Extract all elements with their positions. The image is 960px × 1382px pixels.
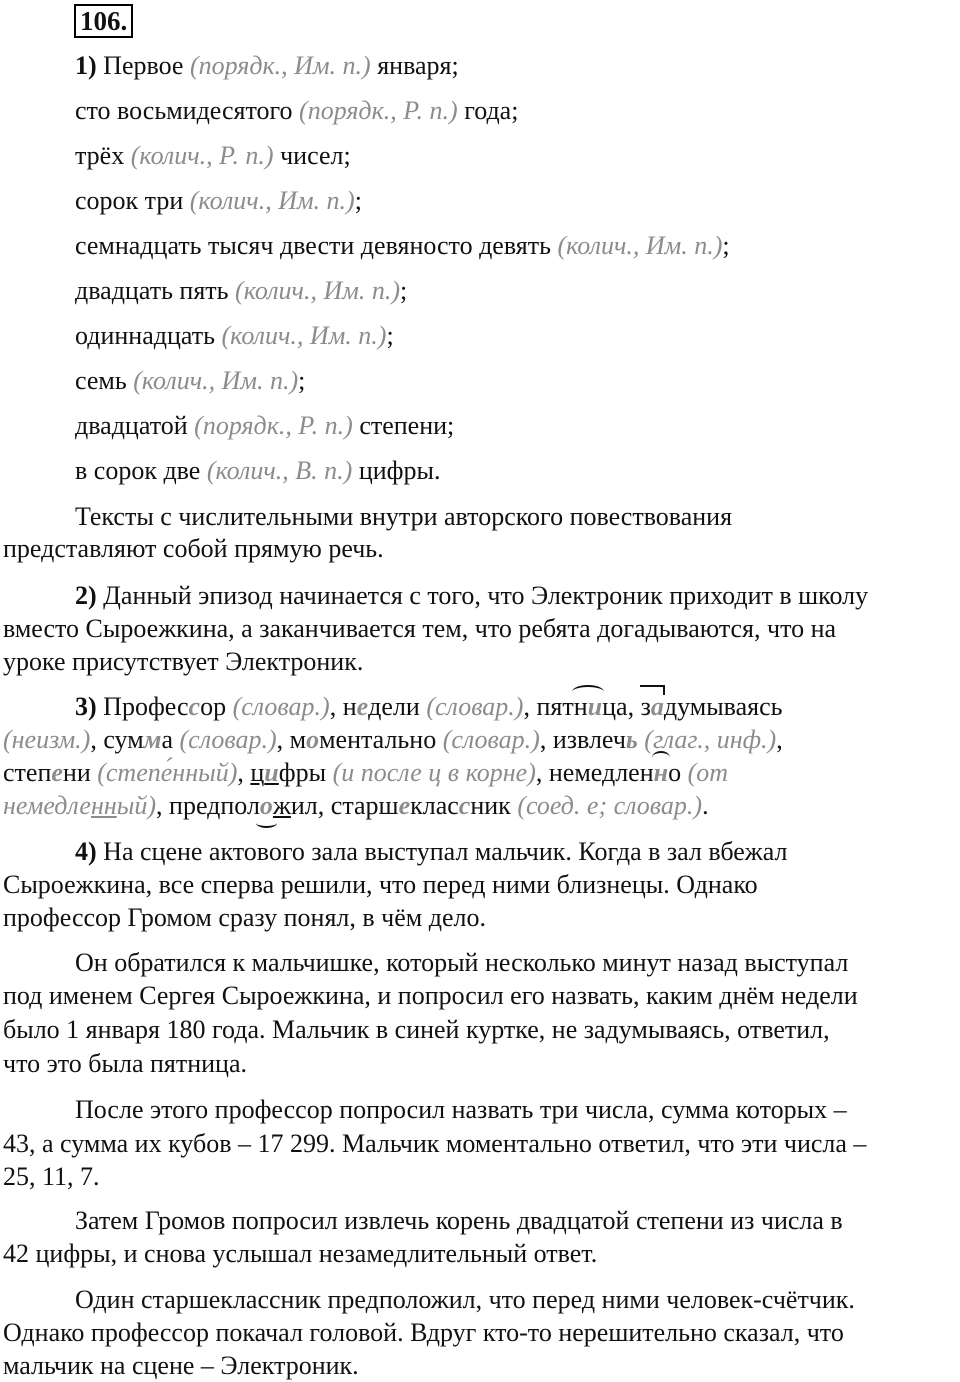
numeral-tail: января; (377, 51, 459, 80)
paragraph-line: 42 цифры, и снова услышал незамедлительный ответ. (3, 1239, 598, 1268)
word-part: , м (276, 725, 307, 754)
grammar-note: (словар.) (426, 692, 524, 721)
grammar-note: (колич., Им. п.) (557, 231, 723, 260)
note-part: нн (90, 791, 117, 820)
grammar-note: (неизм.) (3, 725, 91, 754)
numeral-line (75, 230, 730, 262)
paragraph-text: На сцене актового зала выступал мальчик. Когда в зал вбежал (103, 837, 788, 866)
grammar-note: (порядк., Р. п.) (194, 411, 353, 440)
paragraph-line: уроке присутствует Электроник. (3, 647, 364, 676)
grammar-note: (глаг., инф.) (644, 725, 777, 754)
paragraph-line: под именем Сергея Сыроежкина, и попросил его назвать, каким днём недели (3, 981, 858, 1010)
numeral-tail: ; (386, 321, 394, 350)
word-part: ни (62, 758, 91, 787)
highlighted-letter: е (356, 692, 369, 721)
spelling-line (3, 757, 728, 789)
part-label: 4) (75, 837, 97, 866)
paragraph-line: Затем Громов попросил извлечь корень двадцатой степени из числа в (75, 1206, 843, 1235)
highlighted-letter: с (458, 791, 471, 820)
paragraph-line: Тексты с числительными внутри авторского повествования (75, 502, 733, 531)
word-part: , (776, 725, 783, 754)
highlighted-letter: о (306, 725, 320, 754)
numeral-text: двадцатой (75, 411, 188, 440)
word-part: , пят (523, 692, 574, 721)
grammar-note: (порядк., Р. п.) (299, 96, 458, 125)
grammar-note: (от (687, 758, 728, 787)
numeral-text: семнадцать тысяч двести девяносто девять (75, 231, 551, 260)
numeral-line (75, 320, 394, 352)
numeral-tail: ; (354, 186, 362, 215)
word-part: , предпол (156, 791, 260, 820)
note-part: немедле (3, 791, 91, 820)
grammar-note: (словар.) (179, 725, 277, 754)
numeral-tail: года; (464, 96, 519, 125)
numeral-line (75, 140, 351, 172)
grammar-note: (колич., Р. п.) (130, 141, 274, 170)
word-part: ор (200, 692, 227, 721)
word-part: а (161, 725, 174, 754)
word-part: н (573, 692, 588, 721)
word-part: . (702, 791, 709, 820)
highlighted-letter: и (264, 758, 279, 787)
grammar-note: (степе́нный) (97, 758, 238, 787)
paragraph-line: вместо Сыроежкина, а заканчивается тем, что ребята догадываются, что на (3, 614, 837, 643)
numeral-text: трёх (75, 141, 125, 170)
highlighted-letter: е (398, 791, 411, 820)
highlighted-letter: е (51, 758, 63, 787)
grammar-note: (колич., Им. п.) (189, 186, 355, 215)
numeral-tail: цифры. (358, 456, 441, 485)
word-part: , извлеч (539, 725, 626, 754)
grammar-note: (и после ц в корне) (332, 758, 536, 787)
word-part: , (627, 692, 641, 721)
paragraph-line: Однако профессор покачал головой. Вдруг кто-то нерешительно сказал, что (3, 1318, 844, 1347)
numeral-line (75, 455, 440, 487)
word-part: з (640, 692, 651, 721)
numeral-text: семь (75, 366, 127, 395)
word-part: ник (470, 791, 511, 820)
paragraph-line: было 1 января 180 года. Мальчик в синей куртке, не задумываясь, ответил, (3, 1015, 830, 1044)
highlighted-letter: и (587, 692, 603, 721)
numeral-tail: степени; (359, 411, 455, 440)
part-label: 3) (75, 692, 97, 721)
word-part: о (668, 758, 682, 787)
paragraph-line: После этого профессор попросил назвать три числа, сумма которых – (75, 1095, 847, 1124)
grammar-note: (колич., Им. п.) (235, 276, 400, 305)
paragraph-line: что это была пятница. (3, 1049, 248, 1078)
word-part: Профес (103, 692, 189, 721)
word-part: ц (250, 758, 265, 787)
highlighted-letter: м (143, 725, 162, 754)
numeral-line (75, 185, 362, 217)
paragraph-line: Сыроежкина, все сперва решили, что перед ними близнецы. Однако (3, 870, 758, 899)
highlighted-letter: о (259, 791, 273, 820)
word-part: степ (3, 758, 52, 787)
numeral-text: сто восьмидесятого (75, 96, 293, 125)
underlined-letters: ж (272, 791, 291, 820)
word-part: фры (278, 758, 327, 787)
grammar-note (3, 791, 156, 820)
paragraph-line: 25, 11, 7. (3, 1162, 100, 1191)
numeral-tail: ; (722, 231, 730, 260)
paragraph-text: Данный эпизод начинается с того, что Электроник приходит в школу (103, 581, 869, 610)
numeral-line (75, 95, 518, 127)
paragraph-line: профессор Громом сразу понял, в чём дело. (3, 903, 486, 932)
paragraph-line: представляют собой прямую речь. (3, 534, 384, 563)
numeral-text: сорок три (75, 186, 184, 215)
highlighted-letter: ь (625, 725, 638, 754)
grammar-note: (колич., В. п.) (206, 456, 353, 485)
grammar-note: (словар.) (442, 725, 540, 754)
part-label: 1) (75, 51, 97, 80)
paragraph-line: Он обратился к мальчишке, который несколько минут назад выступал (75, 948, 849, 977)
spelling-line (75, 691, 783, 723)
highlighted-letter: а (650, 692, 664, 721)
grammar-note: (колич., Им. п.) (133, 366, 299, 395)
numeral-line (75, 50, 459, 82)
numeral-tail: ; (298, 366, 306, 395)
root-arc-mark (574, 691, 602, 723)
numeral-text: одиннадцать (75, 321, 215, 350)
paragraph-line: мальчик на сцене – Электроник. (3, 1351, 359, 1380)
grammar-note: (словар.) (232, 692, 330, 721)
numeral-tail: чисел; (280, 141, 351, 170)
numeral-text: в сорок две (75, 456, 201, 485)
grammar-note: (соед. е; словар.) (517, 791, 703, 820)
word-part: ил, старш (290, 791, 399, 820)
numeral-text: двадцать пять (75, 276, 229, 305)
numeral-text: Первое (103, 51, 184, 80)
paragraph-line: Один старшеклассник предположил, что перед ними человек-счётчик. (75, 1285, 855, 1314)
numeral-line (75, 365, 305, 397)
paragraph-line (75, 580, 868, 612)
note-part: ый) (116, 791, 157, 820)
part-label: 2) (75, 581, 97, 610)
grammar-note: (порядк., Им. п.) (189, 51, 371, 80)
word-part: , н (329, 692, 357, 721)
word-part: , (237, 758, 251, 787)
word-part: , сум (90, 725, 144, 754)
numeral-tail: ; (399, 276, 408, 305)
word-part: , немедлен (535, 758, 654, 787)
grammar-note: (колич., Им. п.) (221, 321, 387, 350)
word-part: клас (410, 791, 459, 820)
word-part: думываясь (663, 692, 783, 721)
prefix-mark (641, 691, 664, 723)
word-part: ментально (319, 725, 437, 754)
numeral-line (75, 410, 454, 442)
highlighted-letter: н (653, 758, 669, 787)
highlighted-letter: с (188, 692, 201, 721)
paragraph-line: 43, а сумма их кубов – 17 299. Мальчик моментально ответил, что эти числа – (3, 1129, 867, 1158)
paragraph-line (75, 836, 787, 868)
word-part: ца (602, 692, 628, 721)
spelling-line (3, 790, 709, 822)
word-part: дели (368, 692, 420, 721)
numeral-line (75, 275, 407, 307)
exercise-number: 106. (74, 4, 133, 38)
underlined-letters (250, 758, 278, 787)
